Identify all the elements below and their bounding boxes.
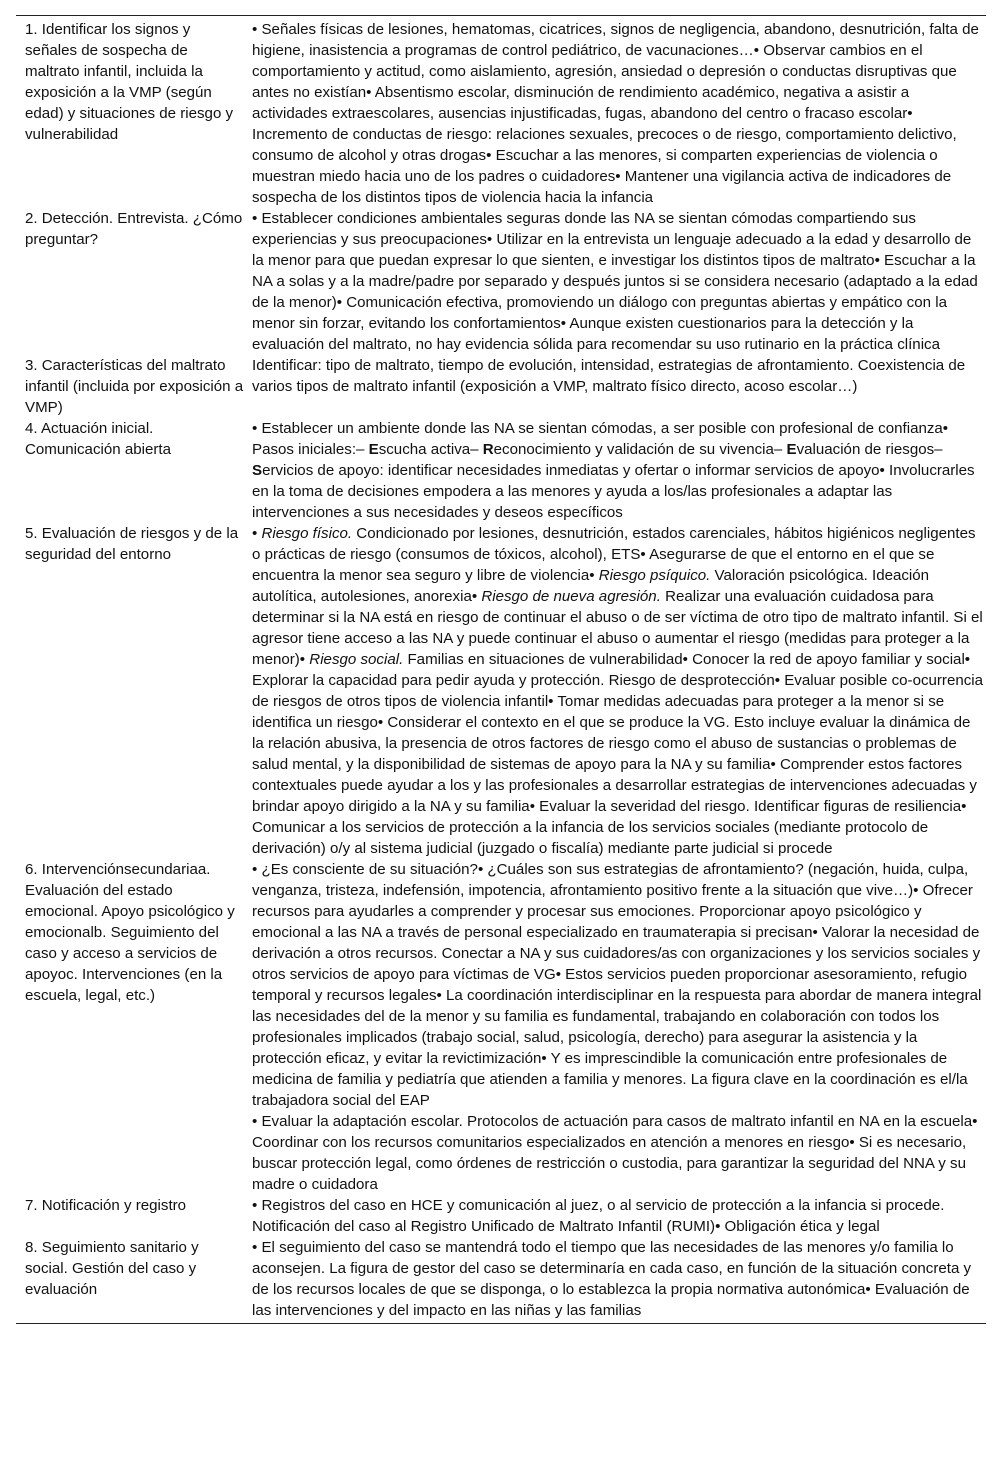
- table-row: [16, 16, 986, 208]
- step-description: [252, 418, 986, 523]
- text-segment: R: [482, 441, 494, 458]
- text-segment: Condicionado por lesiones, desnutrición, estados carenciales, hábitos higiénicos negligentes o prácticas de riesgo (consumos de tóxicos, alcohol), ETS• Asegurarse de que el entorno en el que se encuentra la menor sea seguro y libre de violencia•: [252, 525, 976, 584]
- text-segment: • ¿Es consciente de su situación?• ¿Cuáles son sus estrategias de afrontamiento? (negación, huida, culpa, venganza, tristeza, indefensión, impotencia, afrontamiento positivo frente a la situación que vive…)• Ofrecer recursos para ayudarles a comprender y procesar sus emociones. Proporcionar apoyo psicológico y emocional a las NA a través de personal especializado en traumaterapia si precisan• Valorar la necesidad de derivación a otros recursos. Conectar a NA y sus cuidadores/as con organizaciones y los servicios sociales y otros servicios de apoyo para víctimas de VG• Estos servicios pueden proporcionar asesoramiento, refugio temporal y recursos legales• La coordinación interdisciplinar en la respuesta para abordar de manera integral las necesidades del de la menor y su familia es fundamental, trabajando en colaboración con todos los profesionales implicados (trabajo social, salud, psicología, derecho) para asegurar la asistencia y la protección eficaz, y evitar la revictimización• Y es imprescindible la comunicación entre profesionales de medicina de familia y pediatría que atienden a familia y menores. La figura clave en la coordinación es el/la trabajadora social del EAP: [252, 861, 982, 1109]
- text-segment: Identificar: tipo de maltrato, tiempo de evolución, intensidad, estrategias de afrontamiento. Coexistencia de varios tipos de maltrato infantil (exposición a VMP, maltrato físico directo, acoso escolar…): [252, 357, 966, 395]
- text-segment: Riesgo de nueva agresión.: [481, 588, 661, 605]
- step-description: [252, 859, 986, 1195]
- step-label: 7. Notificación y registro: [25, 1197, 187, 1214]
- step-label: 6. Intervenciónsecundariaa. Evaluación del estado emocional. Apoyo psicológico y emocionalb. Seguimiento del caso y acceso a servicios de apoyoc. Intervenciones (en la escuela, legal, etc.): [25, 861, 235, 1004]
- text-segment: Realizar una evaluación cuidadosa para determinar si la NA está en riesgo de continuar el abuso o de ser víctima de otro tipo de maltrato infantil. Si el agresor tiene acceso a las NA y puede continuar el abuso o aumentar el riesgo (medidas para proteger a la menor)•: [252, 588, 983, 668]
- table-row: [16, 1237, 986, 1323]
- text-segment: • El seguimiento del caso se mantendrá todo el tiempo que las necesidades de las menores y/o familia lo aconsejen. La figura de gestor del caso se determinaría en cada caso, en función de la situación concreta y de los recursos locales de que se disponga, o lo establezca la propia normativa autonómica• Evaluación de las intervenciones y del impacto en las niñas y las familias: [252, 1239, 972, 1319]
- step-description: [252, 1195, 986, 1237]
- description-paragraph: [252, 208, 986, 355]
- description-paragraph: [252, 418, 986, 523]
- table-row: [16, 859, 986, 1195]
- table-row: [16, 208, 986, 355]
- text-segment: E: [786, 441, 797, 458]
- step-label: 8. Seguimiento sanitario y social. Gestión del caso y evaluación: [25, 1239, 199, 1298]
- text-segment: Valoración psicológica. Ideación autolítica, autolesiones, anorexia•: [252, 567, 930, 605]
- text-segment: • Establecer un ambiente donde las NA se sientan cómodas, a ser posible con profesional de confianza• Pasos iniciales:–: [252, 420, 949, 458]
- text-segment: Familias en situaciones de vulnerabilidad• Conocer la red de apoyo familiar y social• Explorar la capacidad para pedir ayuda y protección. Riesgo de desprotección• Evaluar posible co-ocurrencia de riesgos de otros tipos de violencia infantil• Tomar medidas adecuadas para proteger a la menor si se identifica un riesgo• Considerar el contexto en el que se produce la VG. Esto incluye evaluar la dinámica de la relación abusiva, la presencia de otros factores de riesgo como el abuso de sustancias o problemas de salud mental, y la disponibilidad de sistemas de apoyo para la NA y su familia• Comprender estos factores contextuales puede ayudar a los y las profesionales a desarrollar estrategias de intervenciones adecuadas y brindar apoyo dirigido a la NA y su familia• Evaluar la severidad del riesgo. Identificar figuras de resiliencia• Comunicar a los servicios de protección a la infancia de los servicios sociales (mediante protocolo de derivación) o/y al sistema judicial (juzgado o fiscalía) mediante parte judicial si procede: [252, 651, 984, 857]
- table-row: [16, 418, 986, 523]
- description-paragraph: [252, 355, 986, 397]
- step-label: 1. Identificar los signos y señales de sospecha de maltrato infantil, incluida la exposición a la VMP (según edad) y situaciones de riesgo y vulnerabilidad: [25, 21, 234, 143]
- text-segment: ervicios de apoyo: identificar necesidades inmediatas y ofertar o informar servicios de apoyo• Involucrarles en la toma de decisiones empodera a las menores y ayuda a los/las profesionales a adaptar las intervenciones a sus necesidades y deseos específicos: [252, 462, 975, 521]
- text-segment: • Evaluar la adaptación escolar. Protocolos de actuación para casos de maltrato infantil en NA en la escuela• Coordinar con los recursos comunitarios especializados en atención a menores en riesgo• Si es necesario, buscar protección legal, como órdenes de restricción o custodia, para garantizar la seguridad del NNA y su madre o cuidadora: [252, 1113, 978, 1193]
- protocol-table: [16, 16, 986, 1323]
- text-segment: valuación de riesgos–: [796, 441, 943, 458]
- text-segment: Riesgo psíquico.: [598, 567, 711, 584]
- bottom-rule: [16, 1323, 986, 1324]
- step-label: 5. Evaluación de riesgos y de la seguridad del entorno: [25, 525, 239, 563]
- table-row: [16, 523, 986, 859]
- text-segment: •: [252, 525, 262, 542]
- step-description: [252, 355, 986, 418]
- text-segment: E: [368, 441, 379, 458]
- step-description: [252, 1237, 986, 1323]
- step-description: [252, 208, 986, 355]
- step-label: 2. Detección. Entrevista. ¿Cómo preguntar?: [25, 210, 243, 248]
- text-segment: Riesgo social.: [309, 651, 404, 668]
- step-label: 4. Actuación inicial. Comunicación abierta: [25, 420, 171, 458]
- text-segment: • Registros del caso en HCE y comunicación al juez, o al servicio de protección a la infancia si procede. Notificación del caso al Registro Unificado de Maltrato Infantil (RUMI)• Obligación ética y legal: [252, 1197, 945, 1235]
- text-segment: Riesgo físico.: [261, 525, 353, 542]
- text-segment: • Establecer condiciones ambientales seguras donde las NA se sientan cómodas compartiendo sus experiencias y sus preocupaciones• Utilizar en la entrevista un lenguaje adecuado a la edad y desarrollo de la menor para que puedan expresar lo que sienten, e investigar los distintos tipos de maltrato• Escuchar a la NA a solas y a la madre/padre por separado y después juntos si se considera necesario (adaptado a la edad de la menor)• Comunicación efectiva, promoviendo un diálogo con preguntas abiertas y empático con la menor sin forzar, evitando los confortamientos• Aunque existen cuestionarios para la detección y la evaluación del maltrato, no hay evidencia sólida para recomendar su uso rutinario en la práctica clínica: [252, 210, 978, 353]
- description-paragraph: [252, 19, 986, 208]
- description-paragraph: [252, 1195, 986, 1237]
- document-table-container: [16, 15, 986, 1324]
- description-paragraph: [252, 1111, 986, 1195]
- table-row: [16, 1195, 986, 1237]
- table-row: [16, 355, 986, 418]
- step-label: 3. Características del maltrato infantil (incluida por exposición a VMP): [25, 357, 244, 416]
- description-paragraph: [252, 859, 986, 1111]
- text-segment: S: [252, 462, 263, 479]
- text-segment: • Señales físicas de lesiones, hematomas, cicatrices, signos de negligencia, abandono, desnutrición, falta de higiene, inasistencia a programas de control pediátrico, de vacunaciones…• Observar cambios en el comportamiento y actitud, como aislamiento, agresión, ansiedad o depresión o conductas disruptivas que antes no existían• Absentismo escolar, disminución de rendimiento académico, negativa a asistir a actividades extraescolares, ausencias injustificadas, fugas, abandono del centro o fracaso escolar• Incremento de conductas de riesgo: relaciones sexuales, precoces o de riesgo, comportamiento delictivo, consumo de alcohol y otras drogas• Escuchar a las menores, si comparten experiencias de violencia o muestran miedo hacia uno de los padres o cuidadores• Mantener una vigilancia activa de indicadores de sospecha de los distintos tipos de violencia hacia la infancia: [252, 21, 979, 206]
- description-paragraph: [252, 523, 986, 859]
- text-segment: scucha activa–: [378, 441, 483, 458]
- table-body: [16, 16, 986, 1323]
- step-description: [252, 16, 986, 208]
- text-segment: econocimiento y validación de su vivencia–: [493, 441, 787, 458]
- description-paragraph: [252, 1237, 986, 1321]
- step-description: [252, 523, 986, 859]
